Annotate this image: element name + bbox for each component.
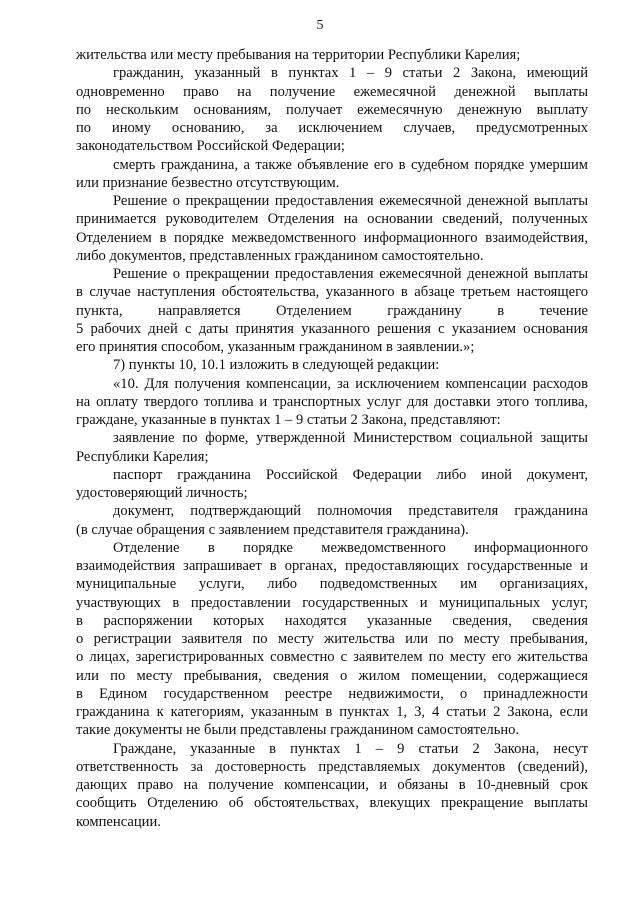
text-line: принимается руководителем Отделения на основании сведений, полученных [76, 211, 588, 228]
text-line: гражданина к категориям, указанным в пунктах 1, 3, 4 статьи 2 Закона, если [76, 704, 588, 720]
text-line: одновременно право на получение ежемесячной денежной выплаты [76, 83, 588, 100]
text-line: паспорт гражданина Российской Федерации либо иной документ, [113, 466, 588, 483]
text-line: или признание безвестно отсутствующим. [76, 174, 340, 191]
text-line: законодательством Российской Федерации; [76, 138, 345, 155]
text-line: дающих право на получение компенсации, и обязаны в 10-дневный срок [76, 777, 588, 793]
text-line: сообщить Отделению об обстоятельствах, влекущих прекращение выплаты [76, 795, 588, 812]
text-line: заявление по форме, утвержденной Министерством социальной защиты [113, 430, 588, 447]
text-line: на оплату твердого топлива и транспортных услуг для доставки этого топлива, [76, 393, 588, 410]
text-line: такие документы не были представлены гражданином самостоятельно. [76, 722, 520, 739]
text-line: Решение о прекращении предоставления ежемесячной денежной выплаты [113, 193, 588, 209]
text-line: ответственность за достоверность представляемых документов (сведений), [76, 758, 588, 775]
text-line: Граждане, указанные в пунктах 1 – 9 статьи 2 Закона, несут [113, 740, 588, 757]
text-line: в случае наступления обстоятельства, указанного в абзаце третьем настоящего [76, 284, 588, 301]
text-line: пункта, направляется Отделением гражданину в течение [76, 302, 588, 319]
text-line: Отделением в порядке межведомственного информационного взаимодействия, [76, 229, 588, 246]
document-body [76, 46, 588, 831]
text-line: в Едином государственном реестре недвижимости, о принадлежности [76, 685, 588, 702]
text-line: Решение о прекращении предоставления ежемесячной денежной выплаты [113, 266, 588, 282]
text-line: гражданин, указанный в пунктах 1 – 9 статьи 2 Закона, имеющий [113, 65, 588, 82]
text-line: взаимодействия запрашивает в органах, предоставляющих государственные и [76, 558, 588, 574]
text-line: его принятия способом, указанным гражданином в заявлении.»; [76, 339, 475, 355]
text-line: муниципальные услуги, либо подведомственных им организациях, [76, 576, 588, 593]
text-line: компенсации. [76, 813, 161, 830]
text-line: Республики Карелия; [76, 448, 209, 465]
text-line: участвующих в предоставлении государственных и муниципальных услуг, [76, 594, 588, 611]
text-line: Отделение в порядке межведомственного информационного [113, 539, 588, 556]
text-line: документ, подтверждающий полномочия представителя гражданина [113, 503, 588, 520]
text-line: жительства или месту пребывания на территории Республики Карелия; [76, 47, 521, 63]
text-line: смерть гражданина, а также объявление его в судебном порядке умершим [113, 156, 588, 173]
text-line: 5 рабочих дней с даты принятия указанного решения с указанием основания [76, 320, 588, 337]
text-line: о лицах, зарегистрированных совместно с заявителем по месту его жительства [76, 649, 588, 666]
text-line: по иному основанию, за исключением случаев, предусмотренных [76, 120, 588, 136]
text-line: (в случае обращения с заявлением представителя гражданина). [76, 521, 469, 538]
text-line: по нескольким основаниям, получает ежемесячную денежную выплату [76, 101, 588, 118]
text-line: «10. Для получения компенсации, за исключением компенсации расходов [113, 375, 588, 392]
text-line: либо документов, представленных гражданином самостоятельно. [76, 247, 484, 264]
text-line: в распоряжении которых находятся указанные сведения, сведения [76, 612, 588, 629]
text-line: о регистрации заявителя по месту жительства или по месту пребывания, [76, 631, 588, 647]
text-line: удостоверяющий личность; [76, 485, 248, 501]
text-line: граждане, указанные в пунктах 1 – 9 статьи 2 Закона, представляют: [76, 412, 501, 428]
text-line: 7) пункты 10, 10.1 изложить в следующей редакции: [113, 357, 440, 374]
page-number: 5 [316, 18, 324, 33]
text-line: или по месту пребывания, сведения о жилом помещении, содержащиеся [76, 667, 588, 684]
